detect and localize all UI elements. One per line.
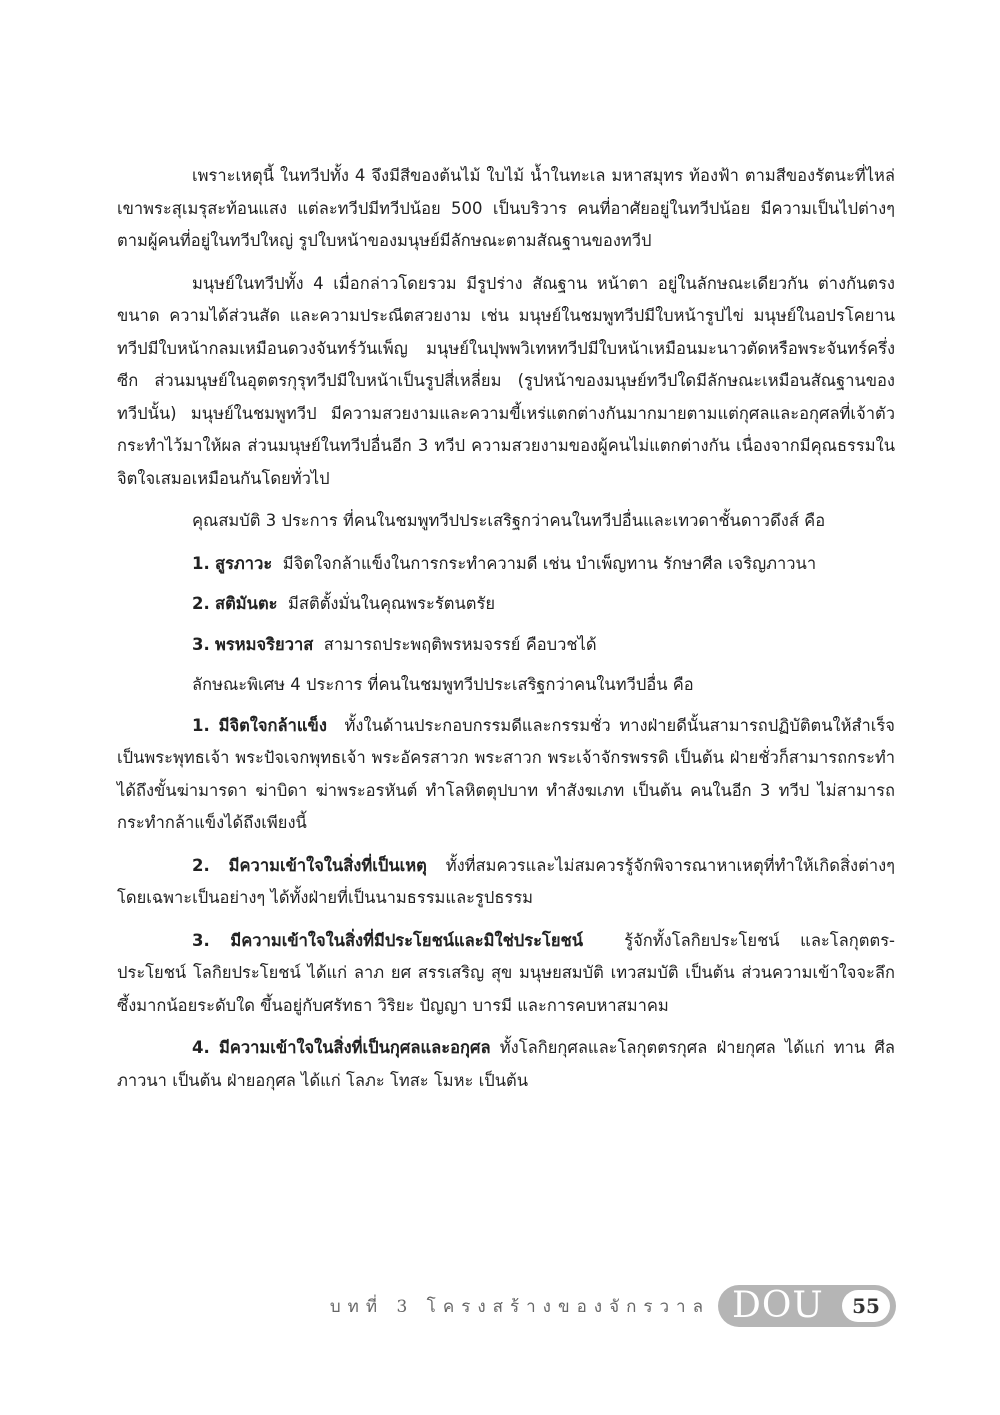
special-desc: ทั้งที่สมควรและไม่สมควรรู้จักพิจารณาหาเหตุที่ทำให้เกิดสิ่งต่างๆ โดยเฉพาะเป็นอย่างๆ ได้ทั้งฝ่ายที่เป็นนามธรรมและรูปธรรม — [117, 855, 896, 907]
page-number: 55 — [842, 1290, 890, 1322]
quality-term: สติมันตะ — [215, 594, 278, 613]
page-body — [117, 160, 895, 1107]
special-number: 3. — [192, 930, 210, 950]
dou-logo: DOU — [732, 1285, 824, 1326]
special-number: 4. — [192, 1038, 210, 1057]
special-item — [117, 710, 895, 840]
special-number: 2. — [192, 855, 210, 875]
quality-number: 2. — [192, 594, 210, 613]
special-term: มีจิตใจกล้าแข็ง — [218, 715, 327, 735]
quality-number: 3. — [192, 634, 210, 654]
quality-desc: มีสติตั้งมั่นในคุณพระรัตนตรัย — [288, 594, 496, 613]
special-term: มีความเข้าใจในสิ่งที่มีประโยชน์และมิใช่ประโยชน์ — [230, 930, 583, 950]
chapter-title: บทที่ 3 โครงสร้างของจักรวาล — [329, 1297, 710, 1317]
special-item — [117, 1032, 895, 1097]
special-term: มีความเข้าใจในสิ่งที่เป็นเหตุ — [228, 855, 427, 875]
quality-desc: สามารถประพฤติพรหมจรรย์ คือบวชได้ — [323, 634, 597, 654]
paragraph-qualities-intro: คุณสมบัติ 3 ประการ ที่คนในชมพูทวีปประเสริฐกว่าคนในทวีปอื่นและเทวดาชั้นดาวดึงส์ คือ — [192, 511, 826, 530]
quality-term: พรหมจริยวาส — [215, 634, 314, 654]
quality-item — [117, 629, 895, 662]
quality-item — [117, 588, 895, 621]
quality-desc: มีจิตใจกล้าแข็งในการกระทำความดี เช่น บำเพ็ญทาน รักษาศีล เจริญภาวนา — [282, 553, 817, 573]
paragraph-human-appearance: มนุษย์ในทวีปทั้ง 4 เมื่อกล่าวโดยรวม มีรูปร่าง สัณฐาน หน้าตา อยู่ในลักษณะเดียวกัน ต่างกันตรงขนาด ความได้ส่วนสัด และความประณีตสวยงาม เช่น มนุษย์ในชมพูทวีปมีใบหน้ารูปไข่ มนุษย์ในอปรโคยานทวีปมีใบหน้ากลมเหมือนดวงจันทร์วันเพ็ญ มนุษย์ในปุพพวิเทหทวีปมีใบหน้าเหมือนมะนาวตัดหรือพระจันทร์ครึ่งซีก ส่วนมนุษย์ในอุตตรกุรุทวีปมีใบหน้าเป็นรูปสี่เหลี่ยม (รูปหน้าของมนุษย์ทวีปใดมีลักษณะเหมือนสัณฐานของทวีปนั้น) มนุษย์ในชมพูทวีป มีความสวยงามและความขี้เหร่แตกต่างกันมากมายตามแต่กุศลและอกุศลที่เจ้าตัวกระทำไว้มาให้ผล ส่วนมนุษย์ในทวีปอื่นอีก 3 ทวีป ความสวยงามของผู้คนไม่แตกต่างกัน เนื่องจากมีคุณธรรมในจิตใจเสมอเหมือนกันโดยทั่วไป — [117, 273, 895, 488]
quality-term: สูรภาวะ — [215, 553, 273, 573]
paragraph-special-intro: ลักษณะพิเศษ 4 ประการ ที่คนในชมพูทวีปประเสริฐกว่าคนในทวีปอื่น คือ — [192, 675, 694, 694]
quality-number: 1. — [192, 553, 210, 573]
special-number: 1. — [192, 715, 210, 735]
special-item — [117, 850, 895, 915]
page-footer — [0, 1283, 1000, 1329]
special-item — [117, 925, 895, 1023]
special-desc: ทั้งในด้านประกอบกรรมดีและกรรมชั่ว ทางฝ่ายดีนั้นสามารถปฏิบัติตนให้สำเร็จเป็นพระพุทธเจ้า พระปัจเจกพุทธเจ้า พระอัครสาวก พระสาวก พระเจ้าจักรพรรดิ เป็นต้น ฝ่ายชั่วก็สามารถกระทำได้ถึงขั้นฆ่ามารดา ฆ่าบิดา ฆ่าพระอรหันต์ ทำโลหิตตุปบาท ทำสังฆเภท เป็นต้น คนในอีก 3 ทวีป ไม่สามารถกระทำกล้าแข็งได้ถึงเพียงนี้ — [117, 715, 895, 832]
special-desc: ทั้งโลกิยกุศลและโลกุตตรกุศล ฝ่ายกุศล ได้แก่ ทาน ศีล ภาวนา เป็นต้น ฝ่ายอกุศล ได้แก่ โลภะ โทสะ โมหะ เป็นต้น — [117, 1038, 895, 1090]
quality-item — [117, 548, 895, 581]
paragraph-colors-of-continents: เพราะเหตุนี้ ในทวีปทั้ง 4 จึงมีสีของต้นไม้ ใบไม้ น้ำในทะเล มหาสมุทร ท้องฟ้า ตามสีของรัตนะที่ไหล่เขาพระสุเมรุสะท้อนแสง แต่ละทวีปมีทวีปน้อย 500 เป็นบริวาร คนที่อาศัยอยู่ในทวีปน้อย มีความเป็นไปต่างๆ ตามผู้คนที่อยู่ในทวีปใหญ่ รูปใบหน้าของมนุษย์มีลักษณะตามสัณฐานของทวีป — [117, 166, 895, 250]
special-term: มีความเข้าใจในสิ่งที่เป็นกุศลและอกุศล — [218, 1038, 491, 1057]
dou-badge — [718, 1285, 896, 1327]
special-desc: รู้จักทั้งโลกิยประโยชน์ และโลกุตตร-ประโยชน์ โลกิยประโยชน์ ได้แก่ ลาภ ยศ สรรเสริญ สุข มนุษยสมบัติ เทวสมบัติ เป็นต้น ส่วนความเข้าใจจะลึกซึ้งมากน้อยระดับใด ขึ้นอยู่กับศรัทธา วิริยะ ปัญญา บารมี และการคบหาสมาคม — [117, 930, 896, 1015]
